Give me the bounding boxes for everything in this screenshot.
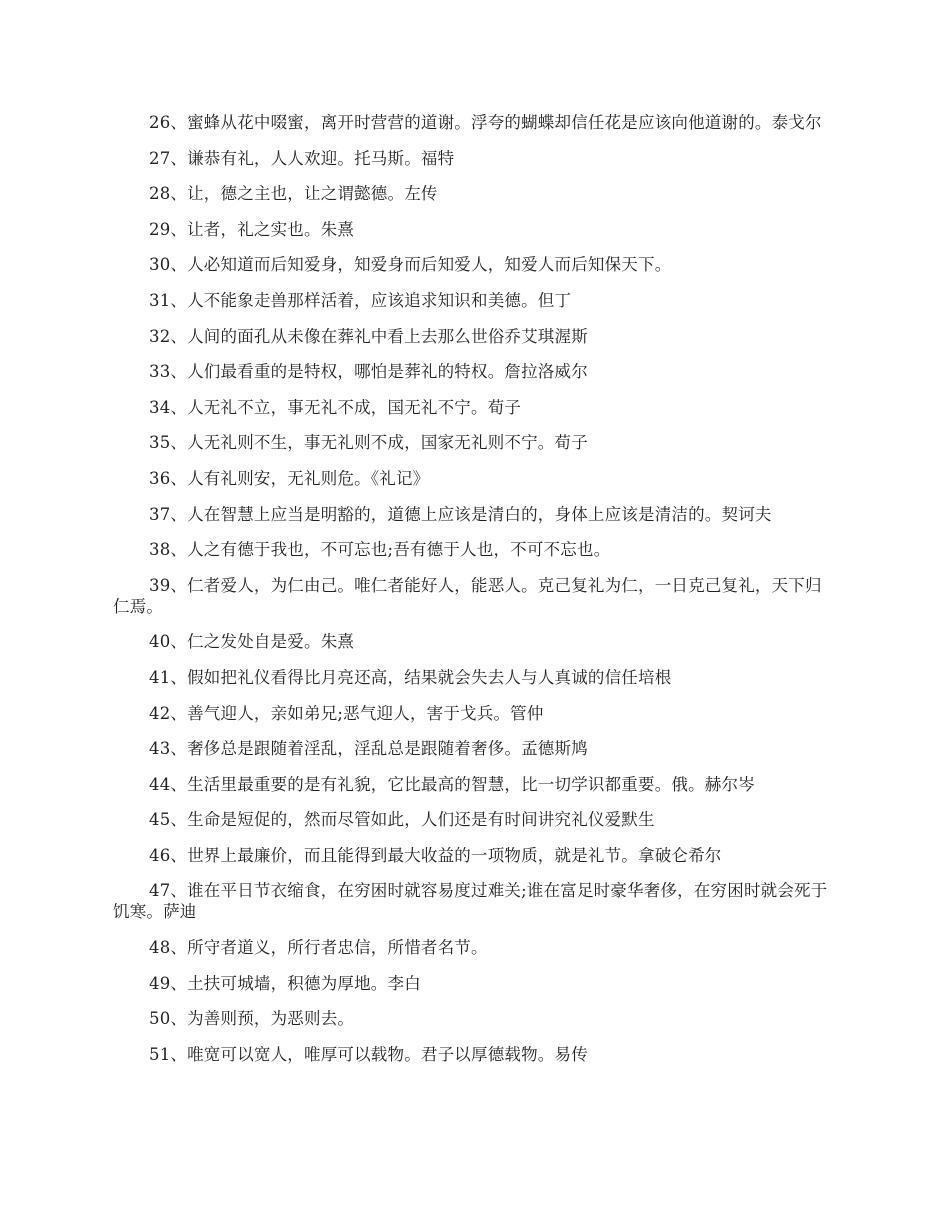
quote-27: 27、谦恭有礼，人人欢迎。托马斯。福特 <box>149 148 455 168</box>
quote-29: 29、让者，礼之实也。朱熹 <box>149 219 355 239</box>
quote-44: 44、生活里最重要的是有礼貌，它比最高的智慧，比一切学识都重要。俄。赫尔岑 <box>149 774 755 794</box>
quote-36: 36、人有礼则安，无礼则危。《礼记》 <box>149 468 430 488</box>
quote-28: 28、让，德之主也，让之谓懿德。左传 <box>149 184 438 204</box>
quote-37: 37、人在智慧上应当是明豁的，道德上应该是清白的，身体上应该是清洁的。契诃夫 <box>149 504 772 524</box>
quote-46: 46、世界上最廉价，而且能得到最大收益的一项物质，就是礼节。拿破仑希尔 <box>149 845 722 865</box>
quote-33: 33、人们最看重的是特权，哪怕是葬礼的特权。詹拉洛威尔 <box>149 362 588 382</box>
quote-39: 39、仁者爱人，为仁由己。唯仁者能好人，能恶人。克己复礼为仁，一日克己复礼，天下归仁焉。 <box>113 575 822 616</box>
quote-30: 30、人必知道而后知爱身，知爱身而后知爱人，知爱人而后知保天下。 <box>149 255 672 275</box>
quote-48: 48、所守者道义，所行者忠信，所惜者名节。 <box>149 938 488 958</box>
quote-34: 34、人无礼不立，事无礼不成，国无礼不宁。荀子 <box>149 397 522 417</box>
quote-45: 45、生命是短促的，然而尽管如此，人们还是有时间讲究礼仪爱默生 <box>149 810 655 830</box>
quote-47: 47、谁在平日节衣缩食，在穷困时就容易度过难关;谁在富足时豪华奢侈，在穷困时就会死于饥寒。萨迪 <box>113 881 828 922</box>
quote-41: 41、假如把礼仪看得比月亮还高，结果就会失去人与人真诚的信任培根 <box>149 667 672 687</box>
quote-list <box>113 112 833 1079</box>
quote-49: 49、土扶可城墙，积德为厚地。李白 <box>149 973 421 993</box>
quote-40: 40、仁之发处自是爱。朱熹 <box>149 632 355 652</box>
quote-42: 42、善气迎人，亲如弟兄;恶气迎人，害于戈兵。管仲 <box>149 703 544 723</box>
quote-32: 32、人间的面孔从未像在葬礼中看上去那么世俗乔艾琪渥斯 <box>149 326 588 346</box>
quote-31: 31、人不能象走兽那样活着，应该追求知识和美德。但丁 <box>149 290 572 310</box>
quote-26: 26、蜜蜂从花中啜蜜，离开时营营的道谢。浮夸的蝴蝶却信任花是应该向他道谢的。泰戈尔 <box>149 113 822 132</box>
quote-50: 50、为善则预，为恶则去。 <box>149 1009 355 1029</box>
quote-43: 43、奢侈总是跟随着淫乱，淫乱总是跟随着奢侈。孟德斯鸠 <box>149 739 588 759</box>
quote-35: 35、人无礼则不生，事无礼则不成，国家无礼则不宁。荀子 <box>149 433 588 453</box>
quote-38: 38、人之有德于我也，不可忘也;吾有德于人也，不可不忘也。 <box>149 540 611 560</box>
quote-51: 51、唯宽可以宽人，唯厚可以载物。君子以厚德载物。易传 <box>149 1044 588 1064</box>
